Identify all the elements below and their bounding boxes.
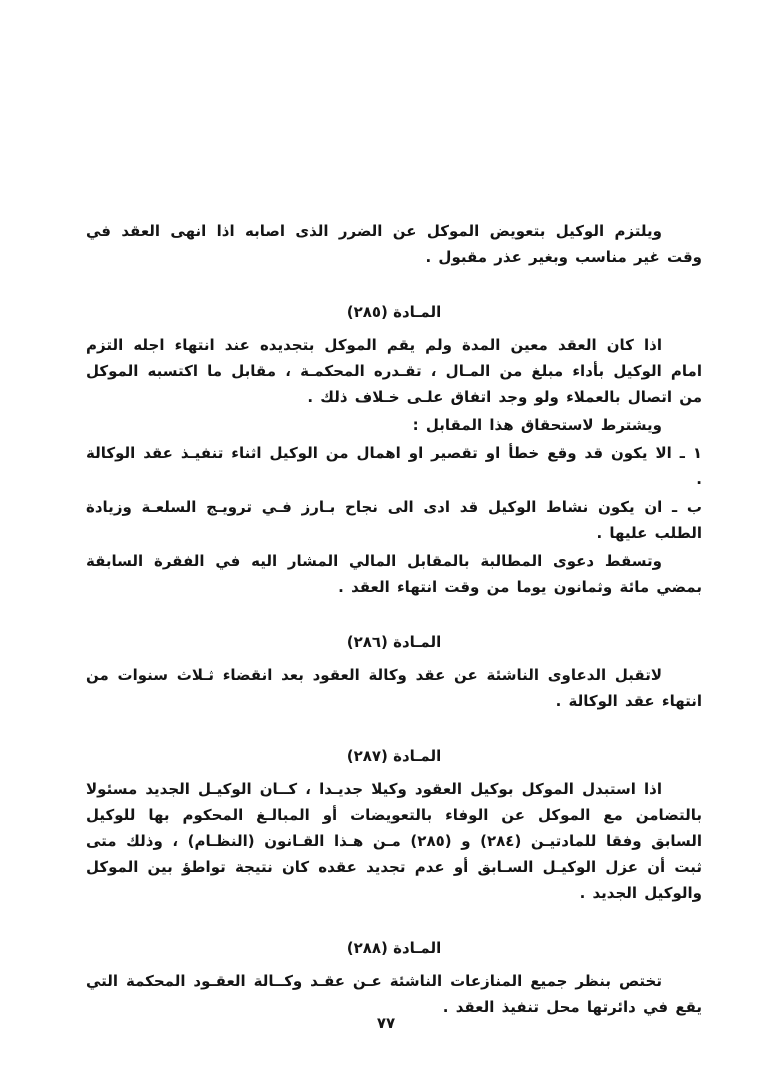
article-287-paragraph-1: اذا استبدل الموكل بوكيل العقود وكيلا جديـدا ، كــان الوكيـل الجديد مسئولا بالتضامن مع الموكل عن الوفاء بالتعويضات أو المبالـغ المحكوم بها للوكيل السابق وفقا للمادتيـن (٢٨٤) و (٢٨٥) مـن هـذا القـانون (النظـام) ، وذلك متى ثبت أن عزل الوكيـل السـابق أو عدم تجديد عقده كان نتيجة تواطؤ بين الموكل والوكيل الجديد . <box>86 780 702 902</box>
article-285-paragraph-3: وتسقط دعوى المطالبة بالمقابل المالي المشار اليه في الفقرة السابقة بمضي مائة وثمانون يوما من وقت انتهاء العقد . <box>86 552 702 596</box>
article-287 <box>86 744 702 906</box>
intro-paragraph: ويلتزم الوكيل بتعويض الموكل عن الضرر الذى اصابه اذا انهى العقد في وقت غير مناسب وبغير عذر مقبول . <box>86 222 702 266</box>
article-285-paragraph-1: اذا كان العقد معين المدة ولم يقم الموكل بتجديده عند انتهاء اجله التزم امام الوكيل بأداء مبلغ من المـال ، تقـدره المحكمـة ، مقابل ما اكتسبه الموكل من اتصال بالعملاء ولو وجد اتفاق علـى خـلاف ذلك . <box>86 336 702 406</box>
page-content <box>86 218 702 1022</box>
article-285-paragraph-2: ويشترط لاستحقاق هذا المقابل : <box>412 416 662 434</box>
page-number: ٧٧ <box>376 1014 396 1032</box>
article-285-list-item-b: ب ـ ان يكون نشاط الوكيل قد ادى الى نجاح بـارز فـي ترويـج السلعـة وزيادة الطلب عليها . <box>86 498 702 542</box>
article-288-heading: المـادة (٢٨٨) <box>346 939 442 957</box>
article-288 <box>86 936 702 1020</box>
article-285 <box>86 300 702 600</box>
article-285-list-item-1: ١ ـ الا يكون قد وقع خطأ او تقصير او اهمال من الوكيل اثناء تنفيـذ عقد الوكالة . <box>86 444 702 488</box>
article-286-paragraph-1: لاتقبل الدعاوى الناشئة عن عقد وكالة العقود بعد انقضاء ثـلاث سنوات من انتهاء عقد الوكالة . <box>86 666 702 710</box>
article-286 <box>86 630 702 714</box>
article-287-heading: المـادة (٢٨٧) <box>346 747 442 765</box>
article-285-heading: المـادة (٢٨٥) <box>346 303 442 321</box>
article-286-heading: المـادة (٢٨٦) <box>346 633 442 651</box>
article-288-paragraph-1: تختص بنظر جميع المنازعات الناشئة عـن عقـد وكــالة العقـود المحكمة التي يقع في دائرتها محل تنفيذ العقد . <box>86 972 702 1016</box>
